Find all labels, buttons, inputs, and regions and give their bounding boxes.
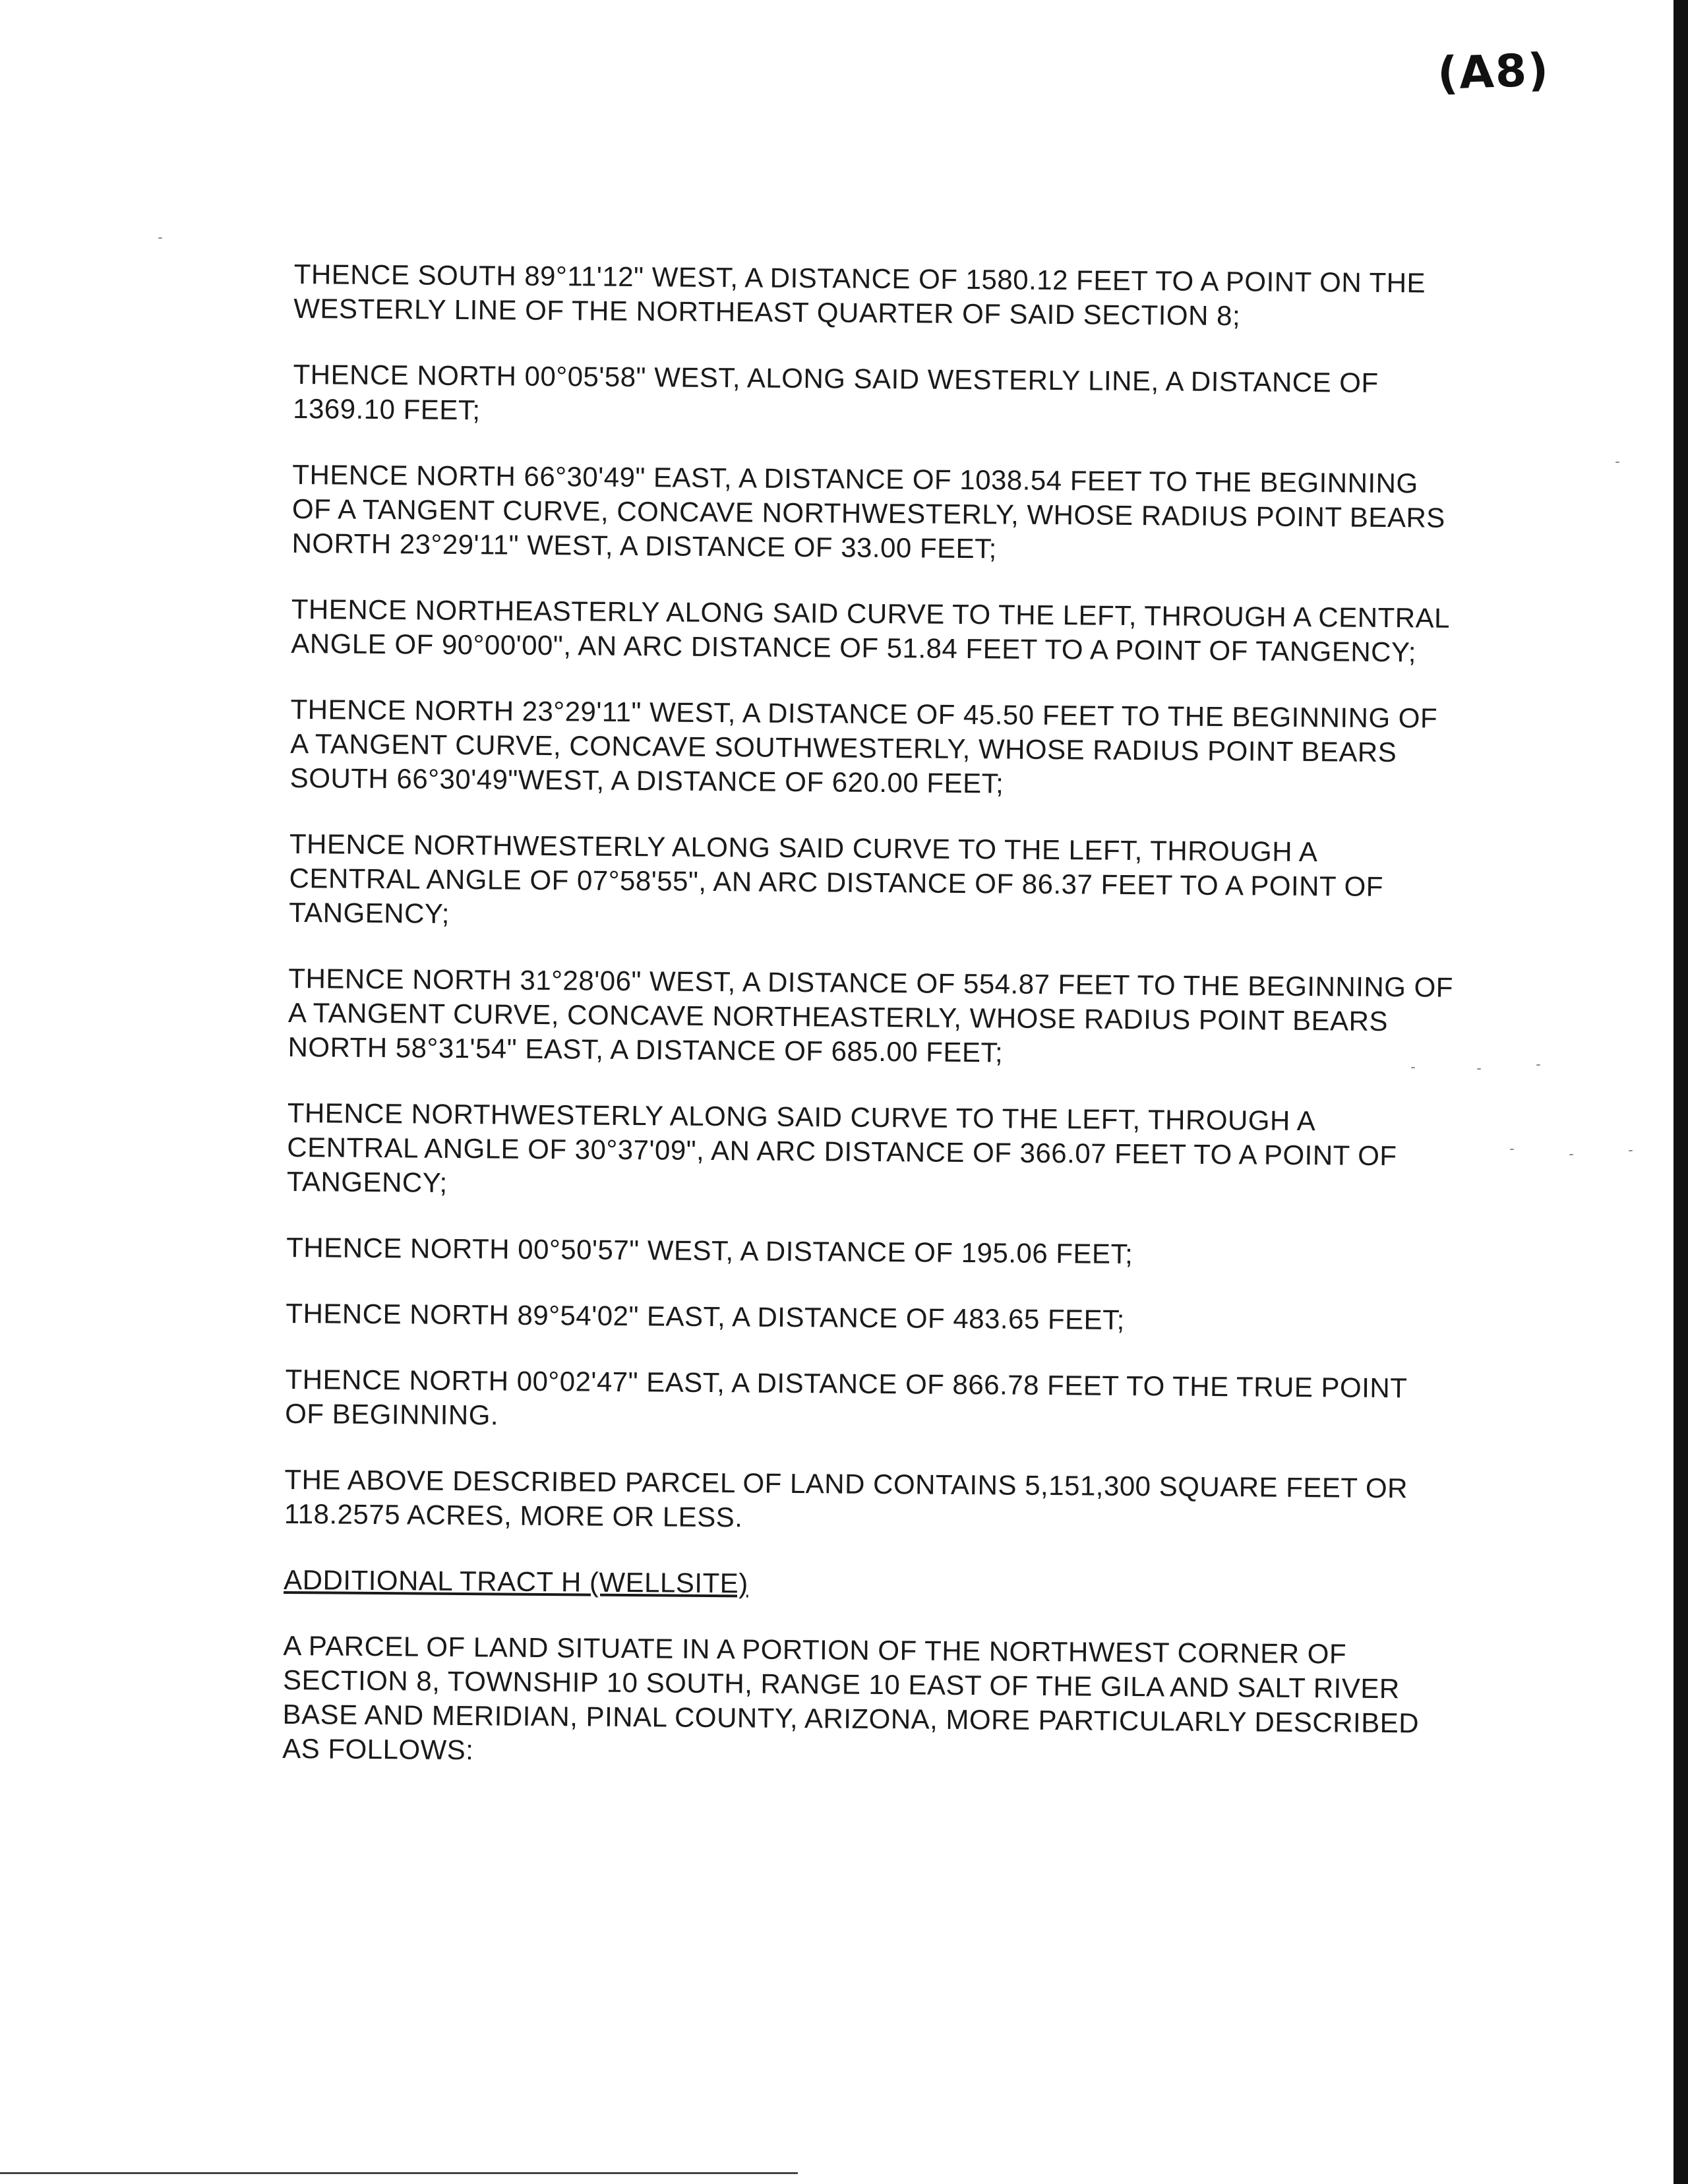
paragraph: THENCE NORTH 00°05'58" WEST, ALONG SAID WESTERLY LINE, A DISTANCE OF 1369.10 FEET;	[293, 358, 1379, 426]
paragraph: THE ABOVE DESCRIBED PARCEL OF LAND CONTAINS 5,151,300 SQUARE FEET OR 118.2575 ACRES, MORE OR LESS.	[284, 1463, 1408, 1533]
paragraph: THENCE NORTH 00°50'57" WEST, A DISTANCE OF 195.06 FEET;	[286, 1231, 1133, 1270]
legal-description	[282, 257, 1501, 1807]
paragraph: A PARCEL OF LAND SITUATE IN A PORTION OF THE NORTHWEST CORNER OF SECTION 8, TOWNSHIP 10 SOUTH, RANGE 10 EAST OF THE GILA AND SALT RIVER BASE AND MERIDIAN, PINAL COUNTY, ARIZONA, MORE PARTICULARLY DESCRIBED AS FOLLOWS:	[282, 1629, 1420, 1766]
page-marker: (A8)	[1436, 44, 1551, 100]
scan-speck	[1510, 1149, 1514, 1150]
scan-speck	[158, 237, 162, 239]
paragraph: THENCE NORTH 00°02'47" EAST, A DISTANCE OF 866.78 FEET TO THE TRUE POINT OF BEGINNING.	[285, 1363, 1408, 1431]
scan-speck	[1411, 1067, 1415, 1068]
paragraph: THENCE NORTH 23°29'11" WEST, A DISTANCE OF 45.50 FEET TO THE BEGINNING OF A TANGENT CURVE, CONCAVE SOUTHWESTERLY, WHOSE RADIUS POINT BEARS SOUTH 66°30'49"WEST, A DISTANCE OF 620.00 FEET;	[289, 693, 1438, 799]
paragraph: THENCE NORTH 66°30'49" EAST, A DISTANCE OF 1038.54 FEET TO THE BEGINNING OF A TANGENT CURVE, CONCAVE NORTHWESTERLY, WHOSE RADIUS POINT BEARS NORTH 23°29'11" WEST, A DISTANCE OF 33.00 FEET;	[291, 458, 1445, 564]
paragraph: THENCE NORTHWESTERLY ALONG SAID CURVE TO THE LEFT, THROUGH A CENTRAL ANGLE OF 30°37'09", AN ARC DISTANCE OF 366.07 FEET TO A POINT OF TANGENCY;	[286, 1097, 1397, 1198]
paragraph: THENCE SOUTH 89°11'12" WEST, A DISTANCE OF 1580.12 FEET TO A POINT ON THE WESTERLY LINE OF THE NORTHEAST QUARTER OF SAID SECTION 8;	[293, 258, 1426, 332]
scan-speck	[1629, 1150, 1633, 1151]
paragraph: THENCE NORTH 31°28'06" WEST, A DISTANCE OF 554.87 FEET TO THE BEGINNING OF A TANGENT CURVE, CONCAVE NORTHEASTERLY, WHOSE RADIUS POINT BEARS NORTH 58°31'54" EAST, A DISTANCE OF 685.00 FEET;	[287, 962, 1454, 1068]
section-heading: ADDITIONAL TRACT H (WELLSITE)	[284, 1563, 748, 1599]
scan-speck	[1615, 462, 1619, 463]
scan-speck	[1536, 1064, 1540, 1066]
scan-speck	[1477, 1068, 1481, 1070]
scan-border-bottom	[0, 2172, 798, 2174]
paragraph: THENCE NORTHEASTERLY ALONG SAID CURVE TO THE LEFT, THROUGH A CENTRAL ANGLE OF 90°00'00", AN ARC DISTANCE OF 51.84 FEET TO A POINT OF TANGENCY;	[291, 593, 1451, 668]
scan-speck	[1569, 1154, 1573, 1155]
paragraph: THENCE NORTHWESTERLY ALONG SAID CURVE TO THE LEFT, THROUGH A CENTRAL ANGLE OF 07°58'55", AN ARC DISTANCE OF 86.37 FEET TO A POINT OF TANGENCY;	[289, 828, 1384, 929]
paragraph: THENCE NORTH 89°54'02" EAST, A DISTANCE OF 483.65 FEET;	[286, 1297, 1126, 1335]
scan-border-right	[1673, 0, 1688, 2184]
